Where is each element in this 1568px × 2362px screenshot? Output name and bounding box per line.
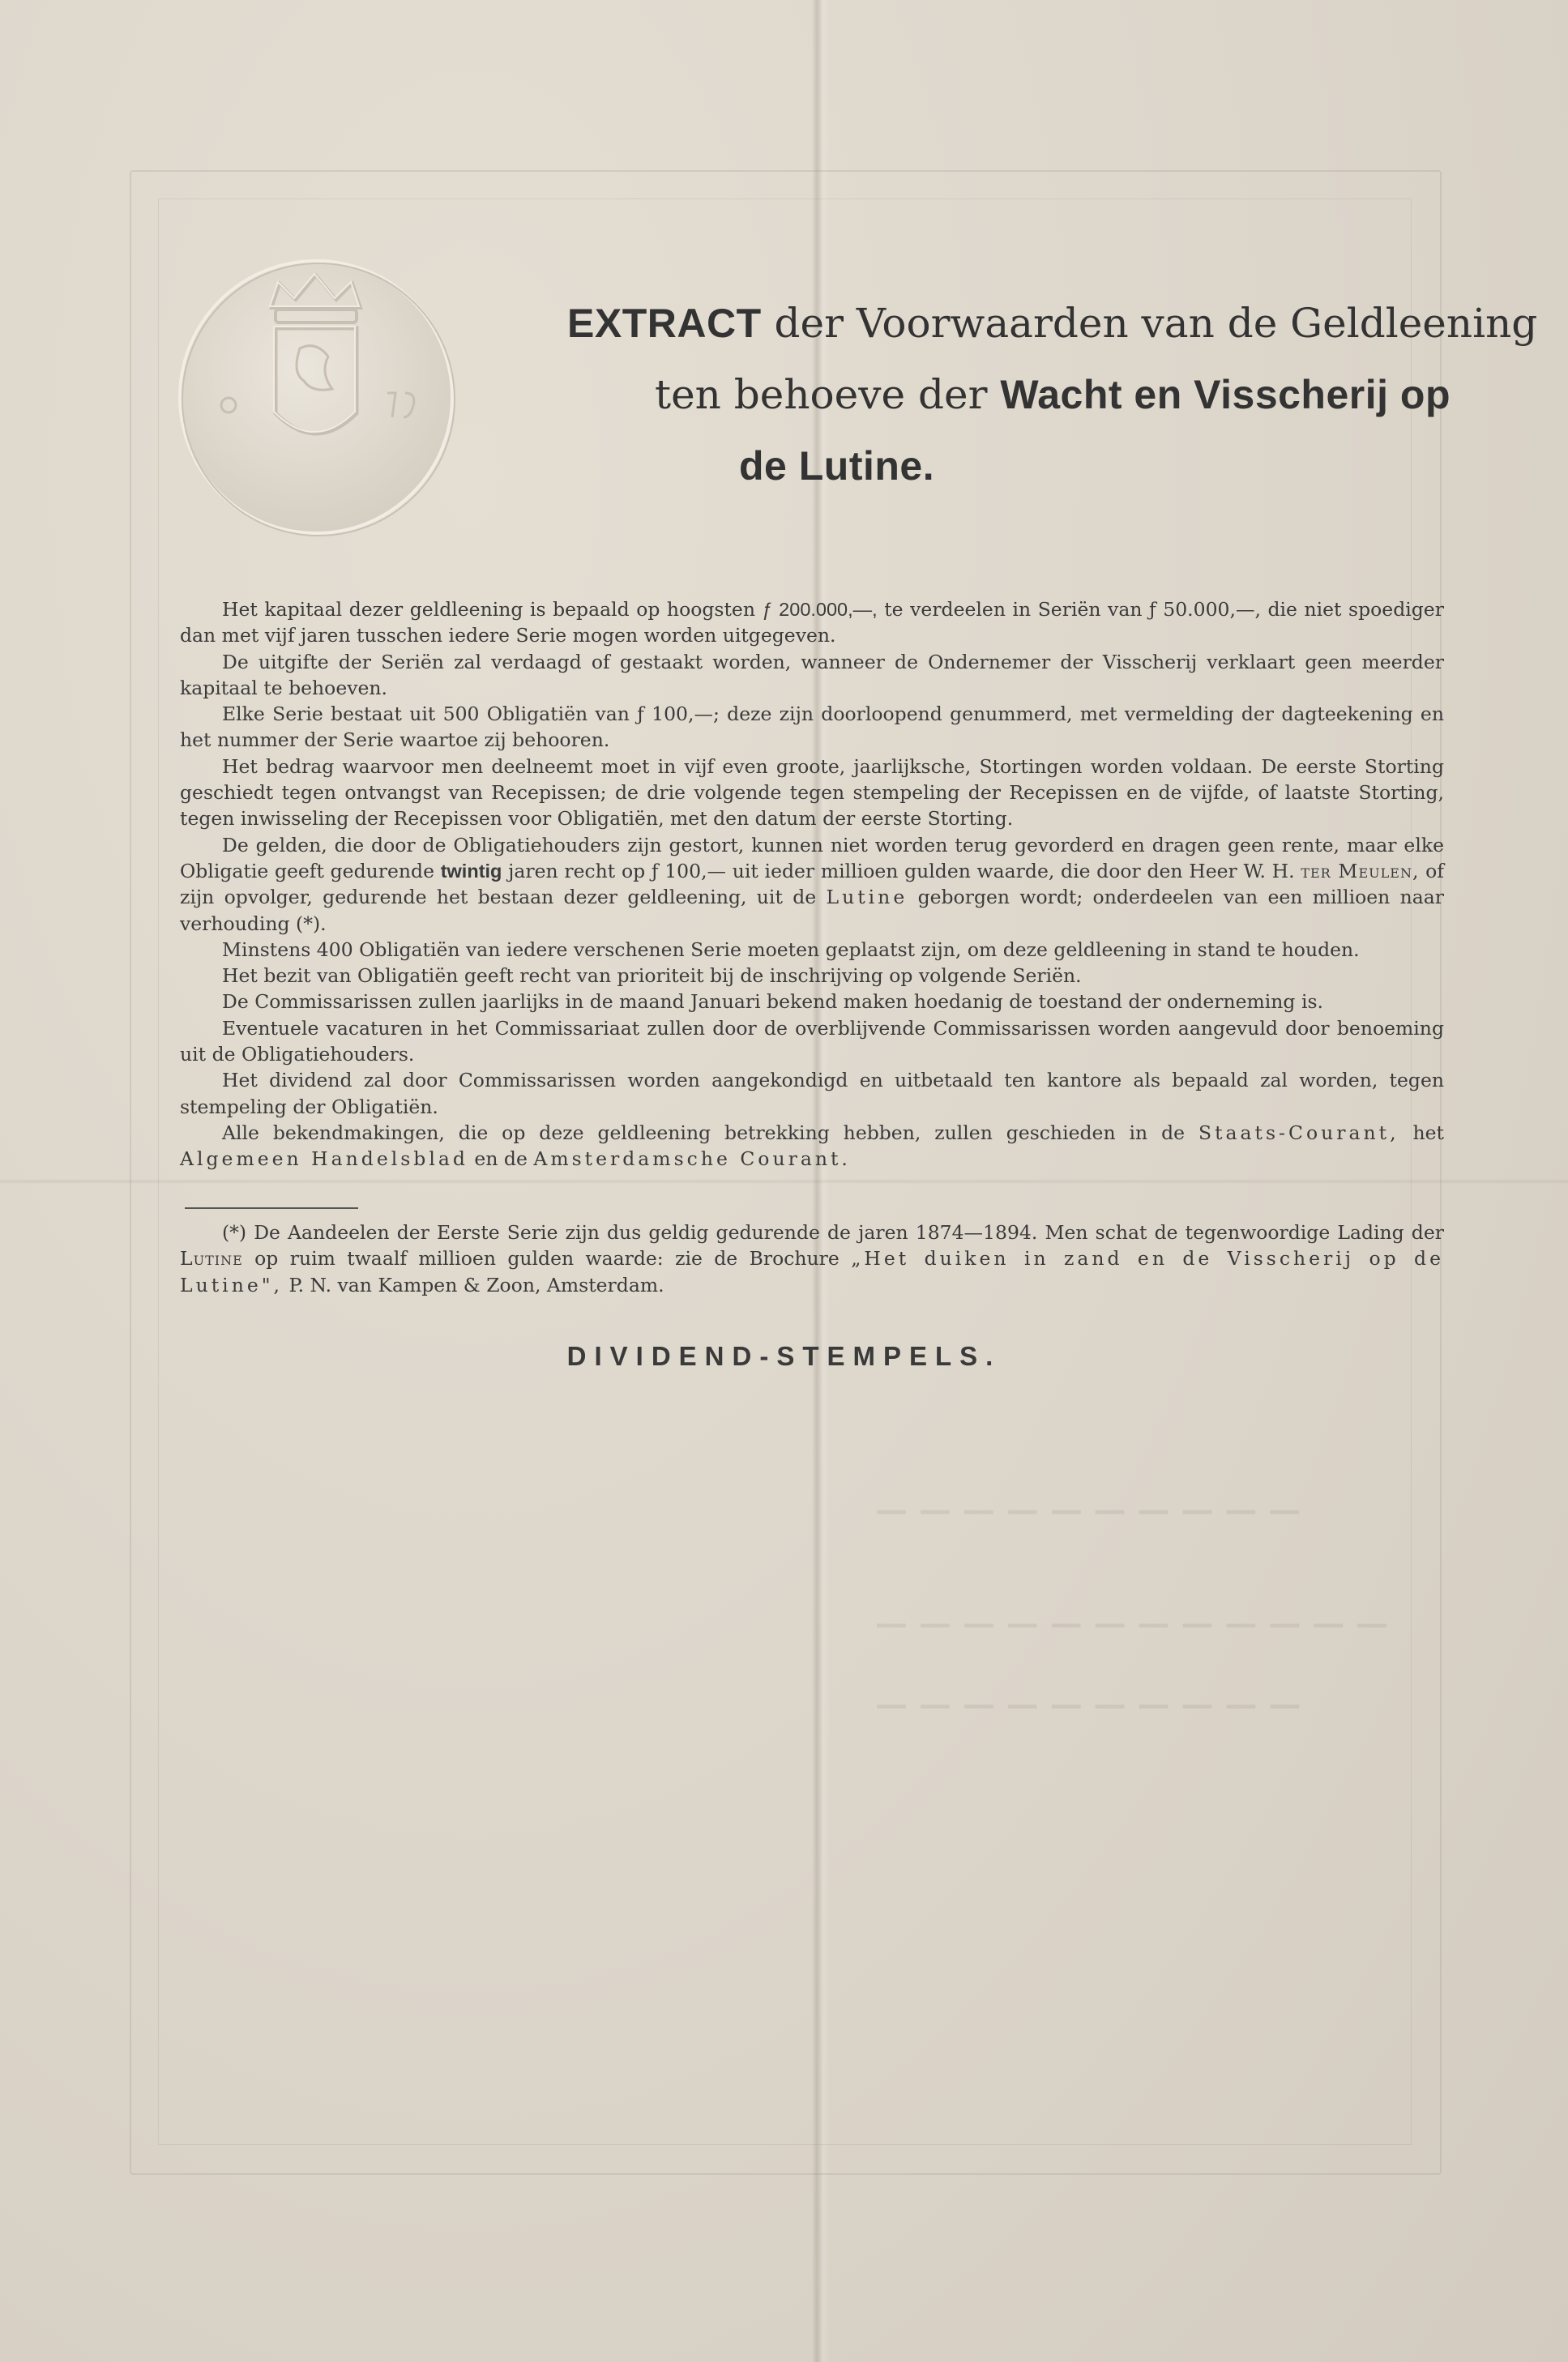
text-fragment: Algemeen Handelsblad <box>180 1147 468 1171</box>
text-fragment: Staats-Courant, <box>1198 1121 1399 1144</box>
paragraph-priority <box>180 963 1444 989</box>
text-fragment: deze zijn doorloopend genummerd, met vermelding der dagteekening en het nummer der Serie waartoe zij behooren. <box>180 703 1444 752</box>
paragraph-funds <box>180 832 1444 937</box>
footnote <box>180 1219 1444 1298</box>
paragraph-vacancies <box>180 1015 1444 1068</box>
text-fragment: geborgen wordt; onderdeelen van een millioen naar verhouding (*). <box>180 886 1444 935</box>
paragraph-dividend <box>180 1067 1444 1120</box>
text-fragment: ƒ 100,— <box>651 859 727 882</box>
title-line-1-text: der Voorwaarden van de Geldleening <box>774 300 1538 347</box>
text-fragment: P. N. van Kampen & Zoon, Amsterdam. <box>288 1273 664 1296</box>
text-fragment: De Commissarissen zullen jaarlijks in de maand Januari bekend maken hoedanig de toestand der onderneming is. <box>222 990 1323 1014</box>
show-through-text: — — — — — — — — — — <box>875 1491 1301 1529</box>
text-fragment: ƒ 200.000,—, <box>762 599 878 620</box>
text-fragment: uit ieder millioen gulden waarde, die door den Heer W. H. <box>732 859 1295 882</box>
text-fragment: Het bezit van Obligatiën geeft recht van prioriteit bij de inschrijving op volgende Seriën. <box>222 964 1082 988</box>
text-fragment: ƒ 50.000,—, <box>1149 598 1261 621</box>
footnote-rule <box>185 1207 358 1209</box>
text-fragment: Amsterdamsche Courant. <box>533 1147 851 1171</box>
text-fragment: twintig <box>440 860 502 882</box>
text-fragment: op ruim twaalf millioen gulden waarde: zie de Brochure <box>254 1247 840 1271</box>
document-title <box>567 288 1538 502</box>
text-fragment: het <box>1412 1121 1444 1144</box>
text-fragment: jaren recht op <box>508 859 646 882</box>
text-fragment: De uitgifte der Seriën zal verdaagd of gestaakt worden, wanneer de Ondernemer der Visscherij verklaart geen meerder kapitaal te behoeven. <box>180 650 1444 699</box>
embossed-seal-icon <box>170 251 462 543</box>
text-fragment: te verdeelen in Seriën van <box>884 598 1143 621</box>
title-line-2 <box>567 359 1451 430</box>
text-fragment: Alle bekendmakingen, die op deze geldleening betrekking hebben, zullen geschieden in de <box>222 1121 1186 1144</box>
text-fragment: Eventuele vacaturen in het Commissariaat zullen door de overblijvende Commissarissen worden aangevuld door benoeming uit de Obligatiehouders. <box>180 1016 1444 1066</box>
text-fragment: of zijn opvolger, gedurende het bestaan dezer geldleening, uit de <box>180 859 1444 909</box>
title-line-1 <box>567 288 1538 359</box>
text-fragment: Het bedrag waarvoor men deelneemt moet in vijf even groote, jaarlijksche, Stortingen worden voldaan. De eerste Storting geschiedt tegen ontvangst van Recepissen; de drie volgende tegen stempeling der Recepissen en de vijfde, of laatste Storting, tegen inwisseling der Recepissen voor Obligatiën, met den datum der eerste Storting. <box>180 754 1444 831</box>
text-fragment: Minstens 400 Obligatiën van iedere verschenen Serie moeten geplaatst zijn, om deze geldleening in stand te houden. <box>222 938 1360 961</box>
text-fragment: die niet spoediger dan met vijf jaren tusschen iedere Serie mogen worden uitgegeven. <box>180 598 1444 647</box>
text-fragment: Lutine <box>180 1247 243 1271</box>
paragraph-minimum <box>180 937 1444 963</box>
text-fragment: „Het duiken in zand en de Visscherij op de Lutine", <box>180 1247 1444 1296</box>
paragraph-announcements <box>180 1120 1444 1172</box>
paragraph-commissioners <box>180 989 1444 1014</box>
text-fragment: ƒ 100,—; <box>637 703 720 726</box>
title-line-3 <box>567 430 1451 502</box>
text-fragment: Elke Serie bestaat uit 500 Obligatiën van <box>222 703 630 726</box>
text-fragment: Lutine <box>826 886 908 909</box>
text-fragment: ter Meulen, <box>1301 859 1420 882</box>
show-through-text: — — — — — — — — — — <box>875 1685 1301 1723</box>
paragraph-series <box>180 701 1444 754</box>
title-line-2-bold: Wacht en Visscherij op <box>1000 372 1451 417</box>
paragraph-capital <box>180 596 1444 649</box>
text-fragment: De gelden, die door de Obligatiehouders zijn gestort, kunnen niet worden terug gevorderd en dragen geen rente, maar elke Obligatie geeft gedurende <box>180 833 1444 882</box>
show-through-text: — — — — — — — — — — — — <box>875 1604 1389 1642</box>
title-extract: EXTRACT <box>567 301 762 346</box>
title-line-2-plain: ten behoeve der <box>654 371 988 418</box>
text-fragment: en de <box>474 1147 528 1171</box>
text-fragment: Het kapitaal dezer geldleening is bepaald op hoogsten <box>222 598 755 621</box>
text-fragment: (*) De Aandeelen der Eerste Serie zijn dus geldig gedurende de jaren 1874—1894. Men schat de tegenwoordige Lading der <box>222 1221 1444 1244</box>
paragraph-postponement <box>180 649 1444 702</box>
paragraph-payments <box>180 754 1444 832</box>
text-fragment: Het dividend zal door Commissarissen worden aangekondigd en uitbetaald ten kantore als bepaald zal worden, tegen stempeling der Obligatiën. <box>180 1069 1444 1118</box>
title-line-3-bold: de Lutine. <box>739 443 935 489</box>
dividend-stamps-heading: DIVIDEND-STEMPELS. <box>566 1341 1002 1371</box>
conditions-text <box>180 596 1444 1172</box>
